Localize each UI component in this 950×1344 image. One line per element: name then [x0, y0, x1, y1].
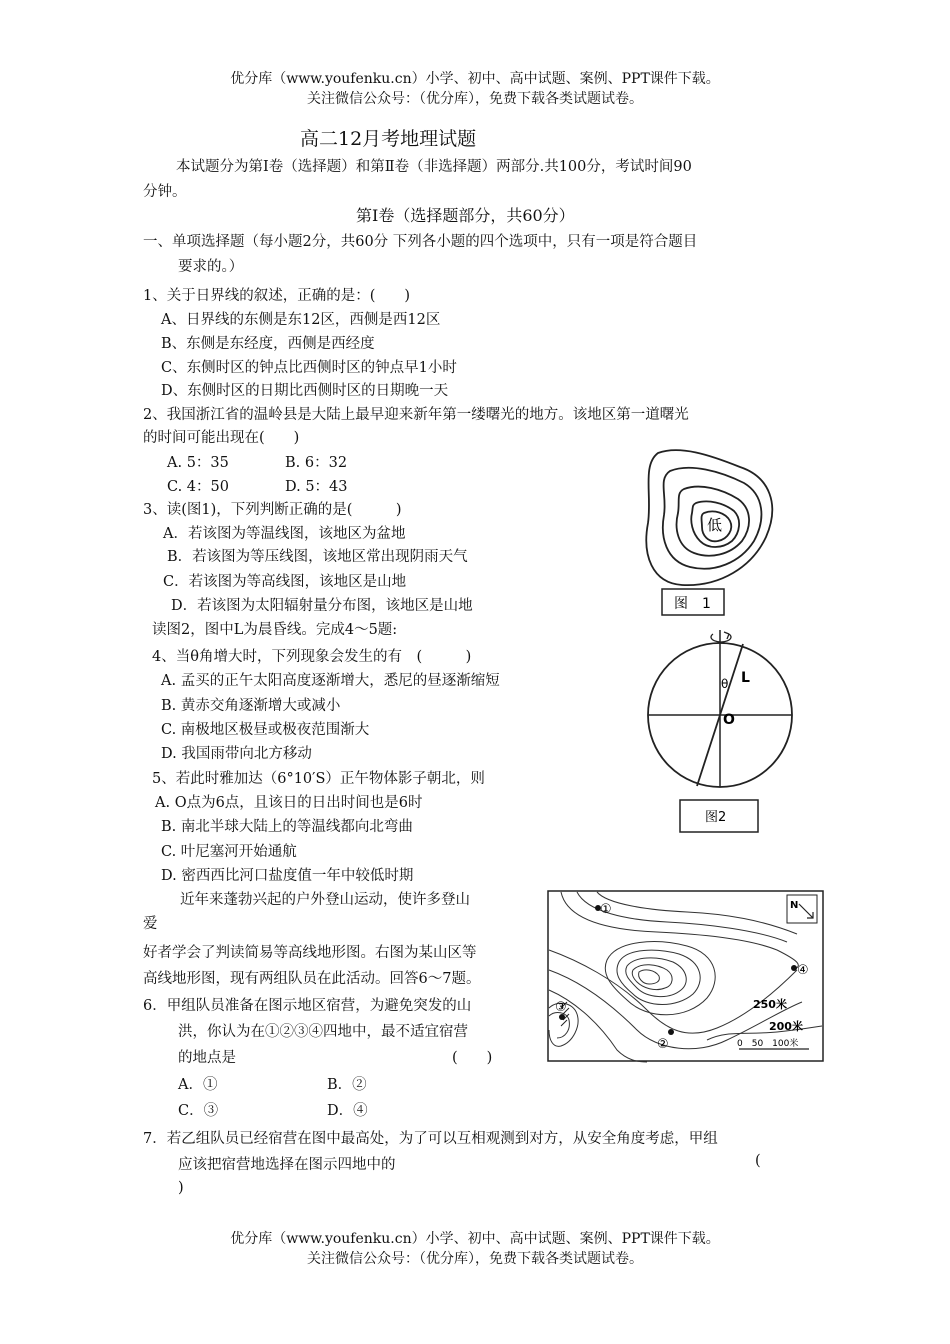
figure-2-caption: 图2	[705, 810, 727, 825]
q7-paren-open: (	[755, 1153, 761, 1169]
rotation-arrowhead-icon	[724, 632, 729, 639]
label-theta: θ	[721, 677, 729, 691]
q5-option-a: A. O点为6点，且该日的日出时间也是6时	[155, 795, 423, 811]
footer-line-1: 优分库（www.youfenku.cn）小学、初中、高中试题、案例、PPT课件下载。	[230, 1231, 720, 1247]
q7-stem-2: 应该把宿营地选择在图示四地中的	[178, 1157, 396, 1173]
q6-stem-3: 的地点是	[178, 1050, 236, 1066]
q1-option-b: B、东侧是东经度，西侧是西经度	[161, 336, 375, 352]
q2-option-c: C. 4：50	[167, 479, 229, 495]
page-title: 高二12月考地理试题	[300, 128, 477, 150]
q7-paren-close: )	[178, 1180, 184, 1196]
figure-3-topographic-map	[547, 890, 827, 1065]
q4-option-d: D. 我国雨带向北方移动	[161, 746, 312, 762]
figure-1-isoline-map	[640, 445, 780, 620]
q67-intro-4: 高线地形图，现有两组队员在此活动。回答6～7题。	[143, 971, 481, 987]
q1-option-a: A、日界线的东侧是东12区，西侧是西12区	[161, 312, 441, 328]
q4-stem: 4、当θ角增大时，下列现象会发生的有 ( )	[152, 649, 472, 665]
q5-option-c: C. 叶尼塞河开始通航	[161, 844, 297, 860]
q67-intro-1: 近年来蓬勃兴起的户外登山运动，使许多登山	[180, 892, 470, 908]
q67-intro-3: 好者学会了判读简易等高线地形图。右图为某山区等	[143, 945, 477, 961]
q2-stem-2: 的时间可能出现在( )	[143, 430, 300, 446]
q3-option-a: A．若该图为等温线图，该地区为盆地	[163, 526, 406, 542]
q6-option-b: B．②	[327, 1077, 367, 1093]
q6-option-d: D．④	[327, 1103, 368, 1119]
north-label: N	[790, 900, 799, 911]
q3-stem: 3、读(图1)，下列判断正确的是( )	[143, 502, 402, 518]
point-2-dot	[668, 1029, 674, 1035]
q4-option-c: C. 南极地区极昼或极夜范围渐大	[161, 722, 370, 738]
section-title: 第Ⅰ卷（选择题部分，共60分）	[356, 206, 575, 225]
q2-option-b: B. 6：32	[285, 455, 348, 471]
q67-intro-2: 爱	[143, 916, 158, 932]
q45-intro: 读图2，图中L为晨昏线。完成4～5题:	[152, 622, 398, 638]
intro-line-1: 本试题分为第Ⅰ卷（选择题）和第Ⅱ卷（非选择题）两部分.共100分，考试时间90	[176, 159, 692, 175]
q6-answer-paren: ( )	[452, 1050, 493, 1066]
scale-label: 0 50 100米	[737, 1039, 799, 1049]
q1-option-d: D、东侧时区的日期比西侧时区的日期晚一天	[161, 383, 449, 399]
q5-option-d: D. 密西西比河口盐度值一年中较低时期	[161, 868, 414, 884]
q4-option-a: A. 孟买的正午太阳高度逐渐增大，悉尼的昼逐渐缩短	[161, 673, 500, 689]
q6-option-a: A．①	[178, 1077, 218, 1093]
q1-option-c: C、东侧时区的钟点比西侧时区的钟点早1小时	[161, 360, 457, 376]
contour-250-label: 250米	[753, 998, 787, 1011]
point-3-label: ③	[555, 1000, 567, 1015]
point-1-label: ①	[600, 902, 612, 917]
figure-2-terminator-diagram	[643, 620, 803, 840]
q6-stem-1: 6．甲组队员准备在图示地区宿营，为避免突发的山	[143, 998, 472, 1014]
q1-stem: 1、关于日界线的叙述，正确的是：( )	[143, 288, 411, 304]
figure-1-caption: 图 1	[674, 596, 711, 612]
q7-stem-1: 7．若乙组队员已经宿营在图中最高处，为了可以互相观测到对方，从安全角度考虑，甲组	[143, 1131, 718, 1147]
label-o: O	[723, 712, 735, 728]
q2-option-d: D. 5：43	[285, 479, 348, 495]
footer-line-2: 关注微信公众号：（优分库），免费下载各类试题试卷。	[307, 1251, 643, 1267]
q6-option-c: C．③	[178, 1103, 219, 1119]
q3-option-d: D．若该图为太阳辐射量分布图，该地区是山地	[171, 598, 473, 614]
q3-option-b: B．若该图为等压线图，该地区常出现阴雨天气	[167, 549, 468, 565]
part1-line-1: 一、单项选择题（每小题2分，共60分 下列各小题的四个选项中，只有一项是符合题目	[143, 234, 698, 250]
figure-1-low-label: 低	[707, 516, 723, 534]
q5-option-b: B. 南北半球大陆上的等温线都向北弯曲	[161, 819, 413, 835]
label-l: L	[741, 670, 750, 686]
q6-stem-2: 洪，你认为在①②③④四地中，最不适宜宿营	[178, 1024, 468, 1040]
q4-option-b: B. 黄赤交角逐渐增大或减小	[161, 698, 341, 714]
header-line-2: 关注微信公众号：（优分库），免费下载各类试题试卷。	[307, 91, 643, 107]
q2-stem-1: 2、我国浙江省的温岭县是大陆上最早迎来新年第一缕曙光的地方。该地区第一道曙光	[143, 407, 689, 423]
header-line-1: 优分库（www.youfenku.cn）小学、初中、高中试题、案例、PPT课件下载。	[230, 71, 720, 87]
point-4-label: ④	[797, 963, 809, 978]
q2-option-a: A. 5：35	[167, 455, 229, 471]
q5-stem: 5、若此时雅加达（6°10′S）正午物体影子朝北，则	[152, 771, 485, 787]
contour-200-label: 200米	[769, 1020, 803, 1033]
q3-option-c: C．若该图为等高线图，该地区是山地	[163, 574, 407, 590]
point-2-label: ②	[657, 1037, 669, 1052]
part1-line-2: 要求的。）	[178, 259, 244, 275]
intro-line-2: 分钟。	[143, 184, 187, 200]
